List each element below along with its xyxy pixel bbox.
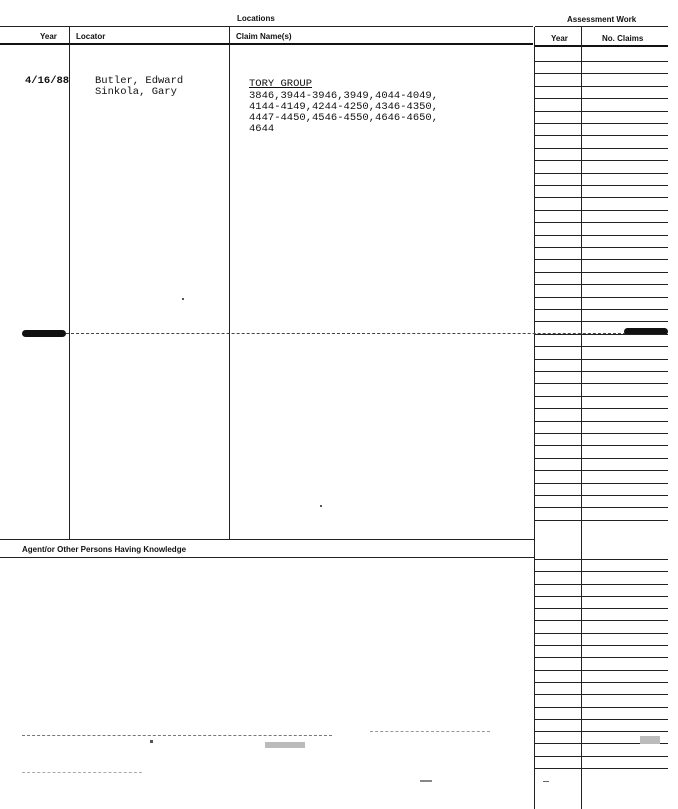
assessment-row-rule bbox=[535, 98, 668, 99]
agent-section-rule bbox=[0, 557, 534, 558]
col-locator-header: Locator bbox=[76, 32, 106, 41]
assessment-row-rule bbox=[535, 111, 668, 112]
assessment-row-rule bbox=[535, 222, 668, 223]
scan-speck bbox=[420, 780, 432, 782]
assessment-row-rule bbox=[535, 731, 668, 732]
assessment-row-rule bbox=[535, 371, 668, 372]
scan-speck bbox=[320, 505, 322, 507]
assessment-row-rule bbox=[535, 507, 668, 508]
header-rule-top bbox=[0, 26, 533, 27]
assessment-row-rule bbox=[535, 272, 668, 273]
agent-section-label: Agent/or Other Persons Having Knowledge bbox=[22, 545, 187, 554]
assessment-row-rule bbox=[535, 559, 668, 560]
header-rule-bottom bbox=[0, 43, 533, 45]
assessment-row-rule bbox=[535, 470, 668, 471]
entry-date: 4/16/88 bbox=[25, 75, 70, 87]
assessment-row-rule bbox=[535, 197, 668, 198]
assessment-work-header: Assessment Work bbox=[567, 15, 637, 24]
header-rule-top-aw bbox=[535, 26, 668, 27]
col-aw-year-header: Year bbox=[551, 34, 568, 43]
scan-speck bbox=[265, 742, 305, 748]
scan-speck bbox=[182, 298, 184, 300]
assessment-row-rule bbox=[535, 185, 668, 186]
assessment-row-rule bbox=[535, 458, 668, 459]
col-year-header: Year bbox=[40, 32, 57, 41]
claim-line-4: 4644 bbox=[249, 123, 275, 135]
assessment-row-rule bbox=[535, 123, 668, 124]
assessment-row-rule bbox=[535, 383, 668, 384]
locations-header: Locations bbox=[237, 14, 275, 23]
assessment-row-rule bbox=[535, 297, 668, 298]
assessment-row-rule bbox=[535, 346, 668, 347]
assessment-row-rule bbox=[535, 495, 668, 496]
locator-name-2: Sinkola, Gary bbox=[95, 86, 177, 98]
divider-table-aw bbox=[534, 27, 535, 809]
assessment-row-rule bbox=[535, 86, 668, 87]
claim-line-3: 4447-4450,4546-4550,4646-4650, bbox=[249, 112, 439, 124]
divider-year-locator bbox=[69, 27, 70, 539]
assessment-row-rule bbox=[535, 160, 668, 161]
assessment-row-rule bbox=[535, 670, 668, 671]
assessment-row-rule bbox=[535, 334, 668, 335]
assessment-row-rule bbox=[535, 584, 668, 585]
assessment-row-rule bbox=[535, 408, 668, 409]
col-claim-names-header: Claim Name(s) bbox=[236, 32, 292, 41]
assessment-row-rule bbox=[535, 148, 668, 149]
assessment-row-rule bbox=[535, 284, 668, 285]
assessment-row-rule bbox=[535, 596, 668, 597]
assessment-row-rule bbox=[535, 61, 668, 62]
assessment-row-rule bbox=[535, 259, 668, 260]
assessment-row-rule bbox=[535, 768, 668, 769]
assessment-row-rule bbox=[535, 173, 668, 174]
assessment-row-rule bbox=[535, 682, 668, 683]
assessment-row-rule bbox=[535, 359, 668, 360]
fold-mark-left bbox=[22, 330, 66, 337]
assessment-row-rule bbox=[535, 210, 668, 211]
assessment-row-rule bbox=[535, 135, 668, 136]
assessment-row-rule bbox=[535, 620, 668, 621]
assessment-row-rule bbox=[535, 483, 668, 484]
bottom-scan-line-2 bbox=[370, 731, 490, 733]
header-rule-bottom-aw bbox=[535, 45, 668, 47]
divider-aw-year-claims bbox=[581, 27, 582, 809]
assessment-row-rule bbox=[535, 571, 668, 572]
claim-group-title: TORY GROUP bbox=[249, 78, 313, 90]
assessment-row-rule bbox=[535, 707, 668, 708]
divider-locator-claims bbox=[229, 27, 230, 539]
assessment-row-rule bbox=[535, 235, 668, 236]
assessment-row-rule bbox=[535, 309, 668, 310]
assessment-row-rule bbox=[535, 73, 668, 74]
col-aw-no-claims-header: No. Claims bbox=[602, 34, 644, 43]
scan-speck bbox=[150, 740, 153, 743]
bottom-scan-line-3 bbox=[22, 772, 142, 774]
scan-speck bbox=[640, 736, 660, 744]
assessment-row-rule bbox=[535, 247, 668, 248]
assessment-row-rule bbox=[535, 433, 668, 434]
assessment-row-rule bbox=[535, 633, 668, 634]
assessment-row-rule bbox=[535, 719, 668, 720]
assessment-row-rule bbox=[535, 694, 668, 695]
assessment-row-rule bbox=[535, 520, 668, 521]
locations-table-bottom bbox=[0, 539, 534, 540]
assessment-row-rule bbox=[535, 645, 668, 646]
assessment-row-rule bbox=[535, 421, 668, 422]
assessment-row-rule bbox=[535, 657, 668, 658]
claim-line-2: 4144-4149,4244-4250,4346-4350, bbox=[249, 101, 439, 113]
assessment-row-rule bbox=[535, 756, 668, 757]
locator-name-1: Butler, Edward bbox=[95, 75, 184, 87]
assessment-row-rule bbox=[535, 445, 668, 446]
assessment-row-rule bbox=[535, 608, 668, 609]
claim-line-1: 3846,3944-3946,3949,4044-4049, bbox=[249, 90, 439, 102]
bottom-scan-line-1 bbox=[22, 735, 332, 737]
assessment-row-rule bbox=[535, 396, 668, 397]
scan-speck bbox=[543, 781, 549, 782]
assessment-row-rule bbox=[535, 321, 668, 322]
